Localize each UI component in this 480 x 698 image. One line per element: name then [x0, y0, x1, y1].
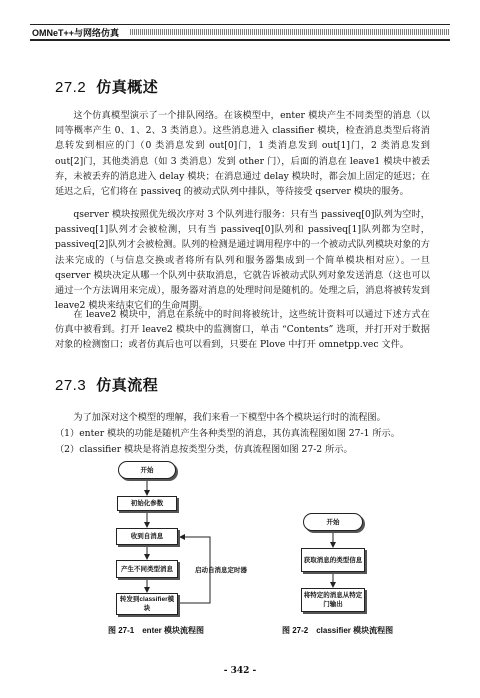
- page-number: - 342 -: [223, 666, 257, 676]
- section-title: 仿真概述: [96, 79, 159, 96]
- section-title: 仿真流程: [96, 377, 159, 394]
- flow-send-gate-node: 将特定的消息从特定门输出: [301, 588, 365, 612]
- section-number: 27.3: [55, 377, 87, 394]
- section-number: 27.2: [55, 79, 87, 96]
- flow-generate-node: 产生不同类型消息: [116, 560, 178, 578]
- paragraph: qserver 模块按照优先级次序对 3 个队列进行服务：只有当 passiveq[0]队列为空时，passiveq[1]队列才会被检测，只有当 passiveq[0]队列和 passiveq[1]队列都为空时，passiveq[2]队列才会被检测。队列的检测是通过调用程序中的一个被动式队列模块对象的方法来完成的（与信息交换或者将所有队列和服务器集成到一个简单模块相对应）。一旦 qserver 模块决定从哪一个队列中获取消息，它就告诉被动式队列对象发送消息（这也可以通过一个方法调用来完成），服务器对消息的处理时间是随机的。处理之后，消息将被转发到 leave2 模块来结束它们的生命周期。: [55, 209, 430, 312]
- list-item: （1）enter 模块的功能是随机产生各种类型的消息，其仿真流程图如图 27-1 所示。: [55, 428, 400, 439]
- flow-start-node: 开始: [303, 513, 363, 531]
- flow-timer-label: 启动自消息定时器: [195, 566, 247, 574]
- flow-start-node: 开始: [118, 461, 176, 479]
- paragraph: 为了加深对这个模型的理解，我们来看一下模型中各个模块运行时的流程图。: [73, 412, 386, 423]
- flow-receive-node: 收到自消息: [116, 528, 178, 545]
- running-title: OMNeT++与网络仿真: [32, 26, 123, 39]
- flow-forward-node: 转发到classifier模块: [116, 593, 178, 615]
- figure-caption: 图 27-1 enter 模块流程图: [108, 626, 205, 635]
- paragraph: 在 leave2 模块中，消息在系统中的时间将被统计，这些统计资料可以通过下述方式在仿真中被看到。打开 leave2 模块中的监测窗口，单击 “Contents” 选项，并打开对于数据对象的检测窗口；或者仿真后也可以看到，只要在 Plove 中打开 omnetpp.vec 文件。: [55, 309, 430, 351]
- flow-init-node: 初始化参数: [117, 496, 177, 511]
- flow-get-type-node: 获取消息的类型信息: [301, 548, 365, 572]
- figure-caption: 图 27-2 classifier 模块流程图: [282, 626, 394, 635]
- list-item: （2）classifier 模块是将消息按类型分类，仿真流程图如图 27-2 所示。: [55, 444, 353, 455]
- paragraph: 这个仿真模型演示了一个排队网络。在该模型中，enter 模块产生不同类型的消息（以同等概率产生 0、1、2、3 类消息）。这些消息进入 classifier 模块，检查消息类型后将消息转发到相应的门（0 类消息发到 out[0]门，1 类消息发到 out[1]门，2 类消息发到 out[2]门，其他类消息（如 3 类消息）发到 other 门），后面的消息在 leave1 模块中被丢弃，未被丢弃的消息进入 delay 模块；在消息通过 delay 模块时，都会加上固定的延迟；在延迟之后，它们将在 passiveq 的被动式队列中排队，等待接受 qserver 模块的服务。: [55, 110, 430, 198]
